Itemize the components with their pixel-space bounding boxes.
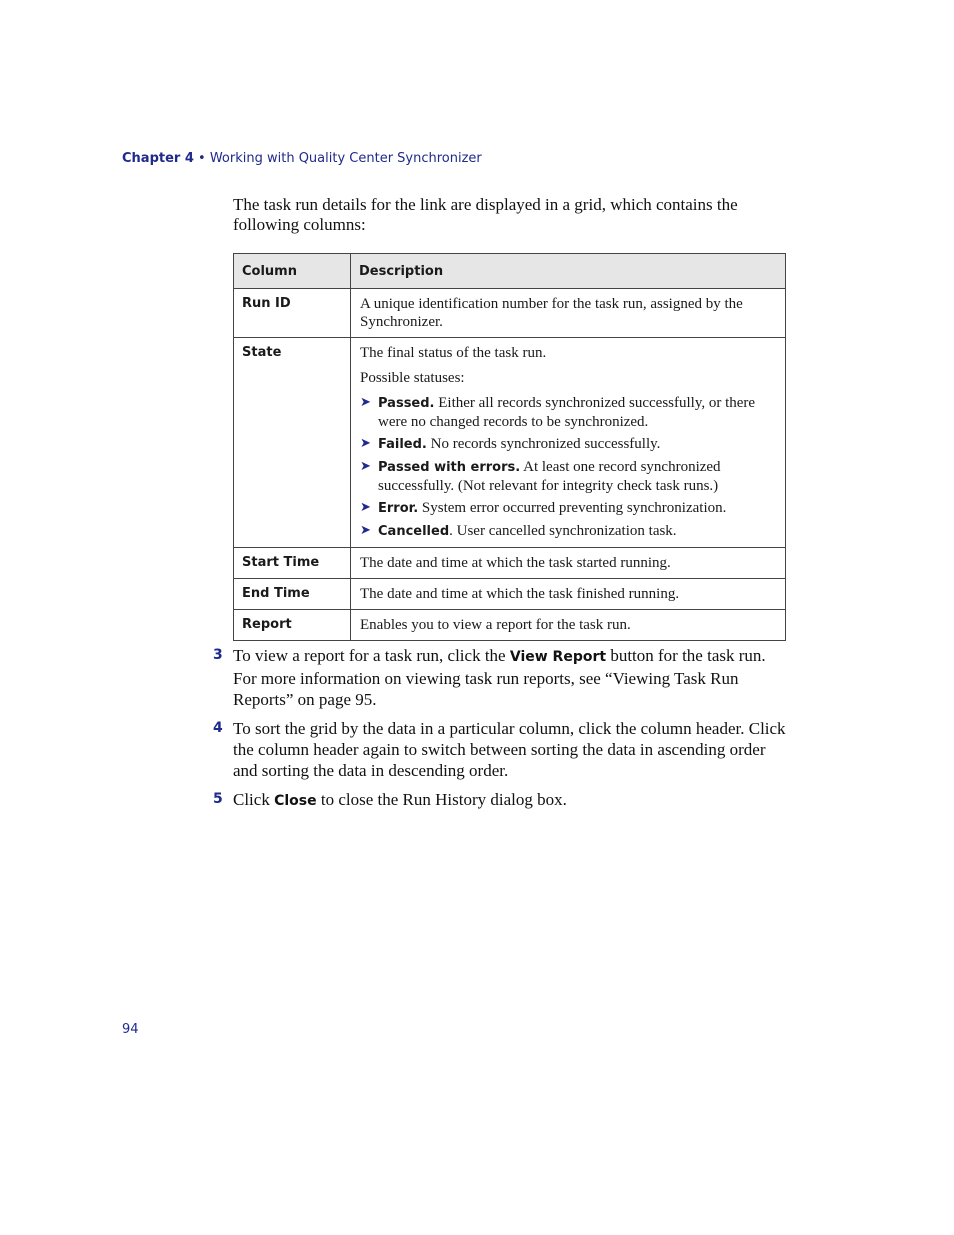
table-row bbox=[234, 338, 786, 548]
row-name: Run ID bbox=[234, 289, 351, 338]
status-text: System error occurred preventing synchronization. bbox=[418, 500, 727, 516]
step-text-continued: to close the Run History dialog box. bbox=[316, 790, 567, 809]
close-label: Close bbox=[274, 793, 317, 809]
header-separator: • bbox=[193, 151, 210, 166]
columns-table bbox=[233, 253, 786, 641]
list-item bbox=[360, 458, 775, 495]
arrow-bullet-icon: ➤ bbox=[360, 523, 371, 538]
row-name: Report bbox=[234, 610, 351, 641]
table-header-row bbox=[234, 254, 786, 289]
chapter-title: Working with Quality Center Synchronizer bbox=[209, 151, 482, 166]
step-5 bbox=[213, 789, 793, 812]
row-name: Start Time bbox=[234, 548, 351, 579]
page-number: 94 bbox=[122, 1022, 139, 1037]
view-report-label: View Report bbox=[509, 649, 607, 665]
row-description: A unique identification number for the task run, assigned by the Synchronizer. bbox=[351, 289, 786, 338]
chapter-label: Chapter 4 bbox=[122, 151, 194, 166]
status-term: Passed. bbox=[378, 396, 435, 411]
step-4 bbox=[213, 718, 793, 781]
status-list bbox=[360, 394, 775, 541]
list-item bbox=[360, 522, 775, 541]
list-item bbox=[360, 435, 775, 454]
status-text: At least one record synchronized successfully. (Not relevant for integrity check task runs.) bbox=[378, 459, 721, 494]
status-text: . User cancelled synchronization task. bbox=[449, 523, 677, 539]
arrow-bullet-icon: ➤ bbox=[360, 395, 371, 410]
row-description: Enables you to view a report for the task run. bbox=[351, 610, 786, 641]
step-number: 5 bbox=[213, 791, 223, 807]
table-row bbox=[234, 579, 786, 610]
state-description: The final status of the task run. bbox=[360, 345, 547, 361]
table-row bbox=[234, 289, 786, 338]
running-header bbox=[122, 151, 482, 166]
procedure-steps bbox=[213, 645, 793, 820]
step-number: 3 bbox=[213, 647, 223, 663]
status-text: No records synchronized successfully. bbox=[426, 436, 661, 452]
status-term: Error. bbox=[378, 501, 419, 516]
row-description: The date and time at which the task finished running. bbox=[351, 579, 786, 610]
row-name: State bbox=[234, 338, 351, 548]
row-description bbox=[351, 338, 786, 548]
intro-paragraph: The task run details for the link are displayed in a grid, which contains the following columns: bbox=[233, 195, 738, 234]
list-item bbox=[360, 394, 775, 431]
step-text: Click bbox=[233, 790, 275, 809]
table-row bbox=[234, 548, 786, 579]
status-term: Cancelled bbox=[378, 524, 450, 539]
arrow-bullet-icon: ➤ bbox=[360, 500, 371, 515]
step-3 bbox=[213, 645, 793, 710]
header-column: Column bbox=[234, 254, 351, 289]
state-statuses-label: Possible statuses: bbox=[360, 370, 465, 386]
step-text: To sort the grid by the data in a particular column, click the column header. Click the column header again to switch between sorting the data in ascending order and sorting the data in descending order. bbox=[233, 719, 786, 780]
table-row bbox=[234, 610, 786, 641]
header-description: Description bbox=[351, 254, 786, 289]
step-number: 4 bbox=[213, 720, 223, 736]
step-text-continued: button for the task run. For more information on viewing task run reports, see “Viewing Task Run Reports” on page 95. bbox=[233, 646, 766, 709]
status-term: Passed with errors. bbox=[378, 460, 521, 475]
arrow-bullet-icon: ➤ bbox=[360, 436, 371, 451]
step-text: To view a report for a task run, click the bbox=[233, 646, 510, 665]
list-item bbox=[360, 499, 775, 518]
row-name: End Time bbox=[234, 579, 351, 610]
arrow-bullet-icon: ➤ bbox=[360, 459, 371, 474]
row-description: The date and time at which the task started running. bbox=[351, 548, 786, 579]
status-text: Either all records synchronized successfully, or there were no changed records to be synchronized. bbox=[378, 395, 756, 430]
status-term: Failed. bbox=[378, 437, 427, 452]
